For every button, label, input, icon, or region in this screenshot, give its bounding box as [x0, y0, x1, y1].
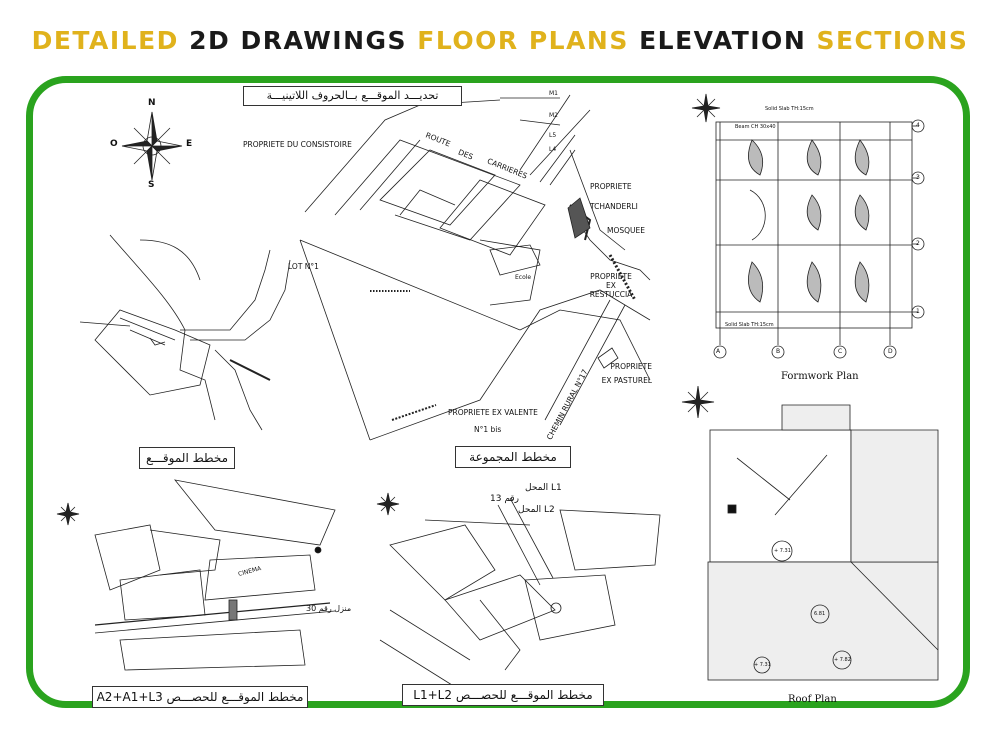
- roof-plan-caption: Roof Plan: [788, 694, 837, 705]
- map-label-valente: PROPRIETE EX VALENTE: [448, 408, 538, 417]
- north-star-icon-roof: [682, 386, 714, 418]
- formwork-axis-1: 1: [916, 308, 920, 315]
- headline-part-elevation: ELEVATION: [628, 26, 817, 55]
- plot-label-l1: المحل L1: [525, 483, 562, 493]
- formwork-slab-top: Solid Slab TH:15cm: [765, 106, 814, 112]
- formwork-axis-a: A: [716, 348, 721, 355]
- map-label-route: ROUTE: [424, 130, 452, 149]
- formwork-plan-caption: Formwork Plan: [781, 371, 859, 382]
- latin-location-title: تحديـــد الموقـــع بــالحروف اللاتينيـــة: [243, 86, 462, 106]
- plot-label-cinema: CINEMA: [237, 565, 263, 578]
- map-label-pasturel: PROPRIETE EX PASTUREL: [601, 362, 652, 385]
- north-star-icon: [692, 94, 720, 122]
- roof-level-3: + 7.82: [834, 657, 851, 663]
- formwork-axis-b: B: [776, 348, 781, 355]
- headline-part-sections: SECTIONS: [816, 26, 969, 55]
- map-label-ecole: Ecole: [515, 274, 532, 281]
- headline-part-2d-drawings: 2D DRAWINGS: [178, 26, 418, 55]
- map-label-des: DES: [456, 147, 475, 162]
- map-label-carrieres: CARRIERES: [485, 156, 529, 181]
- formwork-slab-bottom: Solid Slab TH:15cm: [725, 322, 774, 328]
- formwork-axis-2: 2: [916, 240, 920, 247]
- group-plan-drawing: [300, 95, 650, 440]
- site-plan-drawing: [80, 235, 290, 430]
- compass-small-icon-a: [57, 503, 79, 525]
- plot-a-drawing: [95, 480, 335, 670]
- formwork-axis-d: D: [888, 348, 893, 355]
- map-label-n1bis: N°1 bis: [474, 425, 502, 434]
- map-label-chemin: CHEMIN RURAL N°17: [544, 367, 590, 442]
- roof-level-4: + 7.31: [754, 662, 771, 668]
- compass-small-icon-l: [377, 493, 399, 515]
- plot-label-l2: المحل L2: [518, 505, 555, 515]
- formwork-axis-4: 4: [916, 122, 920, 129]
- map-label-tchanderli: PROPRIETE TCHANDERLI: [590, 182, 638, 211]
- map-label-l4: L4: [549, 146, 557, 153]
- headline-part-detailed: DETAILED: [31, 26, 179, 55]
- map-label-lot1: LOT N°1: [288, 262, 319, 271]
- map-label-restuccia: PROPRIETE EX RESTUCCIA: [589, 272, 633, 299]
- compass-south-label: S: [148, 180, 155, 190]
- plot-l-drawing: [380, 498, 660, 690]
- map-label-l5: L5: [549, 132, 557, 139]
- compass-west-label: O: [110, 139, 118, 149]
- plot-label-manzil30: منزل رقم 30: [306, 604, 352, 613]
- map-label-consistoire: PROPRIETE DU CONSISTOIRE: [243, 140, 352, 149]
- formwork-axis-3: 3: [916, 174, 920, 181]
- formwork-axis-c: C: [838, 348, 843, 355]
- formwork-beam-label: Beam CH 30x40: [735, 124, 776, 130]
- headline-part-floor-plans: FLOOR PLANS: [417, 26, 629, 55]
- plot-label-raqm13: رقم 13: [490, 494, 519, 504]
- plot-a-caption: A2+A1+L3 مخطط الموقـــع للحصـــص: [92, 686, 308, 708]
- compass-north-label: N: [148, 98, 156, 108]
- roof-level-2: 6.81: [814, 611, 826, 617]
- roof-level-1: + 7.31: [774, 548, 791, 554]
- compass-rose-icon: [122, 112, 182, 180]
- site-plan-caption: مخطط الموقـــع: [139, 447, 235, 469]
- plot-l-caption: L1+L2 مخطط الموقـــع للحصـــص: [402, 684, 604, 706]
- roof-plan-drawing: [708, 405, 938, 680]
- group-plan-caption: مخطط المجموعة: [455, 446, 571, 468]
- map-label-m2: M2: [549, 112, 558, 119]
- compass-east-label: E: [186, 139, 193, 149]
- map-label-m1: M1: [549, 90, 558, 97]
- map-label-mosquee: MOSQUEE: [607, 226, 646, 235]
